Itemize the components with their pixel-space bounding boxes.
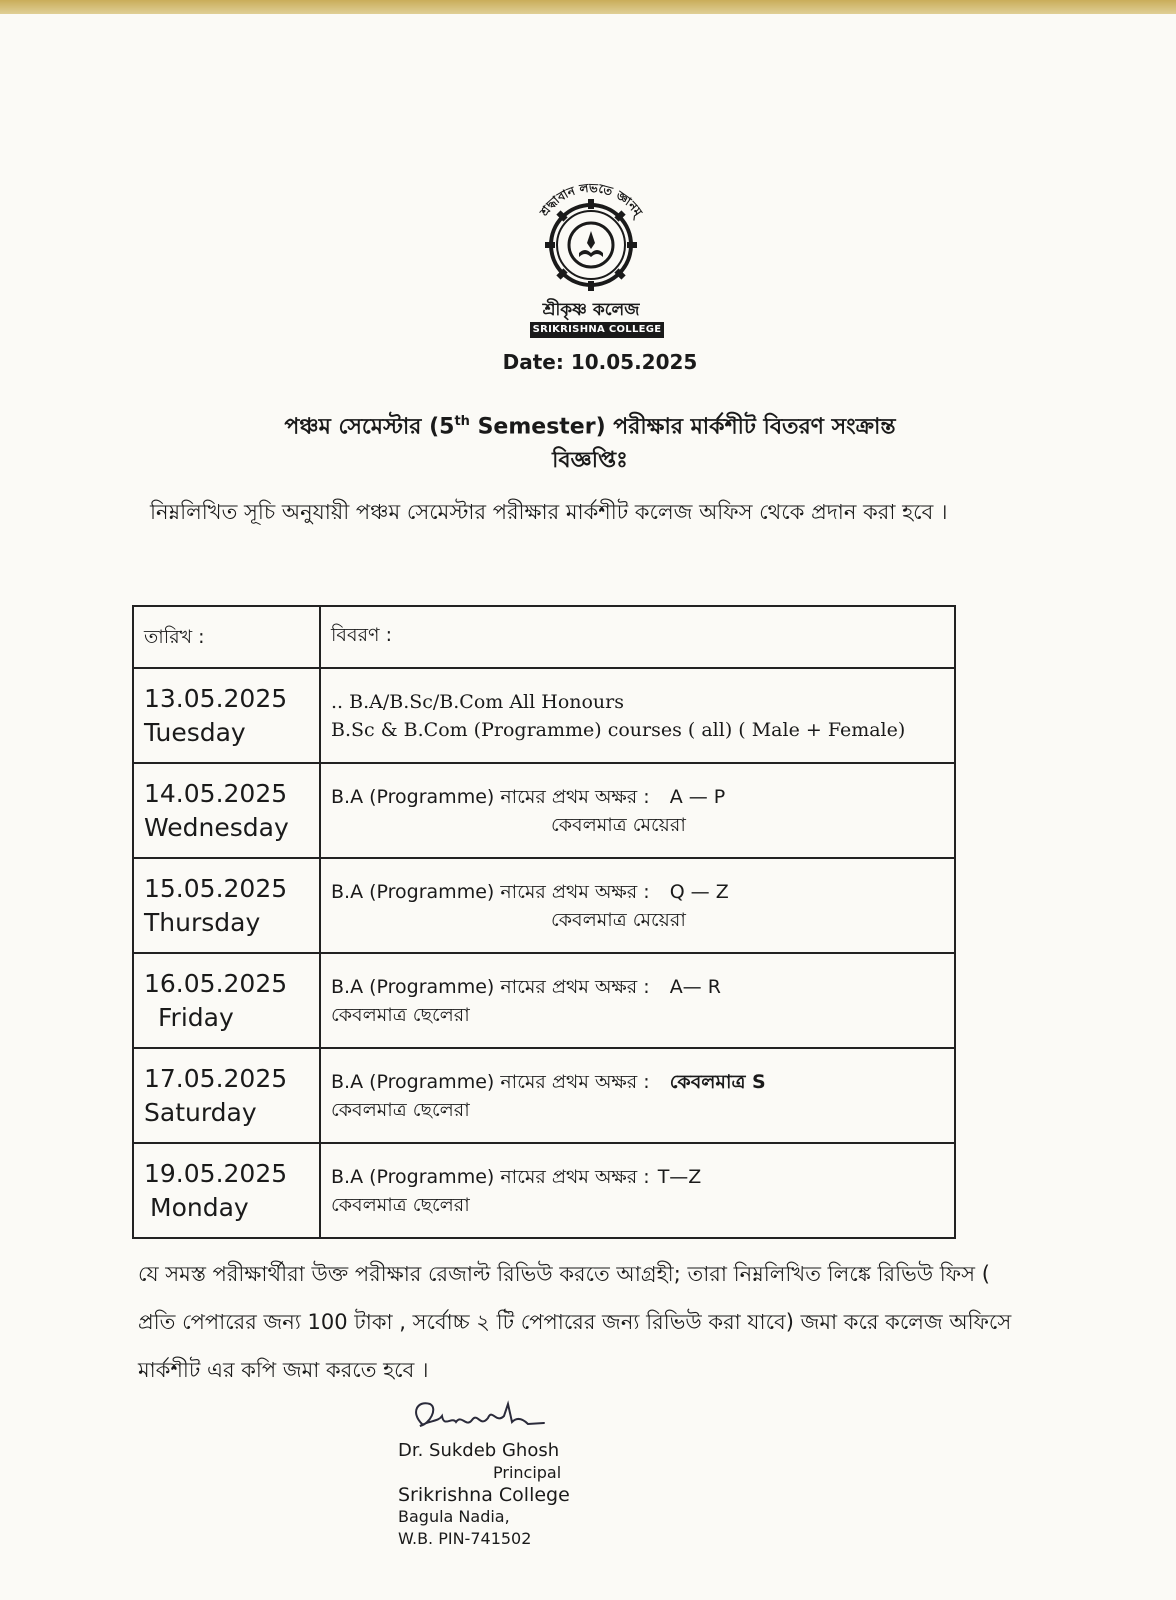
row-description bbox=[320, 1143, 955, 1238]
row-date: 16.05.2025 bbox=[144, 968, 288, 998]
row-description bbox=[320, 858, 955, 953]
signatory-college: Srikrishna College bbox=[398, 1484, 570, 1506]
notice-date: Date: 10.05.2025 bbox=[502, 350, 698, 374]
row-date: 17.05.2025 bbox=[144, 1063, 288, 1093]
table-header-row bbox=[133, 606, 955, 668]
row-date-cell bbox=[133, 858, 320, 953]
intro-paragraph: নিম্নলিখিত সূচি অনুযায়ী পঞ্চম সেমেস্টার পরীক্ষার মার্কশীট কলেজ অফিস থেকে প্রদান করা হবে । bbox=[150, 500, 948, 524]
review-instructions: যে সমস্ত পরীক্ষার্থীরা উক্ত পরীক্ষার রেজাল্ট রিভিউ করতে আগ্রহী; তারা নিম্নলিখিত লিঙ্কে রিভিউ ফিস ( প্রতি পেপারের জন্য 100 টাকা , সর্বোচ্চ ২ টি পেপারের জন্য রিভিউ করা যাবে) জমা করে কলেজ অফিসে মার্কশীট এর কপি জমা করতে হবে । bbox=[138, 1262, 1012, 1382]
header-date: তারিখ : bbox=[133, 606, 320, 668]
row-date: 13.05.2025 bbox=[144, 683, 288, 713]
row-date-cell bbox=[133, 668, 320, 763]
row-desc-line1: B.A (Programme) নামের প্রথম অক্ষর : A — P bbox=[331, 785, 726, 808]
row-desc-line2: B.Sc & B.Com (Programme) courses ( all) ( Male + Female) bbox=[331, 718, 906, 741]
notice-heading bbox=[150, 405, 1030, 478]
heading-line-2: বিজ্ঞপ্তিঃ bbox=[552, 448, 628, 474]
row-desc-line1: B.A (Programme) নামের প্রথম অক্ষর : T—Z bbox=[331, 1165, 702, 1188]
letter-range: A— R bbox=[669, 975, 721, 998]
row-desc-line1: B.A (Programme) নামের প্রথম অক্ষর : কেবলমাত্র S bbox=[331, 1070, 766, 1093]
table-row bbox=[133, 763, 955, 858]
college-name-bengali: শ্রীকৃষ্ণ কলেজ bbox=[542, 300, 640, 320]
principal-signature bbox=[408, 1394, 548, 1440]
row-description bbox=[320, 668, 955, 763]
letter-range: A — P bbox=[669, 785, 726, 808]
row-date-cell bbox=[133, 763, 320, 858]
row-date: 15.05.2025 bbox=[144, 873, 288, 903]
row-date: 19.05.2025 bbox=[144, 1158, 288, 1188]
header-description: বিবরণ : bbox=[320, 606, 955, 668]
row-desc-line2: কেবলমাত্র ছেলেরা bbox=[331, 1193, 470, 1216]
row-desc-line1: B.A (Programme) নামের প্রথম অক্ষর : Q — Z bbox=[331, 880, 729, 903]
signatory-title: Principal bbox=[493, 1463, 562, 1482]
row-date-cell bbox=[133, 953, 320, 1048]
row-desc-line2: কেবলমাত্র মেয়েরা bbox=[551, 908, 686, 931]
table-row bbox=[133, 858, 955, 953]
row-day: Wednesday bbox=[144, 812, 289, 842]
row-day: Tuesday bbox=[144, 717, 246, 747]
row-description bbox=[320, 1048, 955, 1143]
letter-range: Q — Z bbox=[669, 880, 729, 903]
row-day: Friday bbox=[158, 1002, 234, 1032]
svg-text:শ্রদ্ধাবান লভতে জ্ঞানম্: শ্রদ্ধাবান লভতে জ্ঞানম্ bbox=[537, 180, 646, 219]
table-row bbox=[133, 953, 955, 1048]
row-description bbox=[320, 953, 955, 1048]
signatory-name: Dr. Sukdeb Ghosh bbox=[398, 1440, 560, 1461]
row-date-cell bbox=[133, 1048, 320, 1143]
distribution-schedule-table bbox=[132, 605, 956, 1239]
heading-line-1: পঞ্চম সেমেস্টার (5th Semester) পরীক্ষার মার্কশীট বিতরণ সংক্রান্ত bbox=[284, 414, 896, 440]
row-desc-line2: কেবলমাত্র ছেলেরা bbox=[331, 1098, 470, 1121]
signatory-block bbox=[398, 1440, 598, 1550]
row-day: Saturday bbox=[144, 1097, 257, 1127]
row-description bbox=[320, 763, 955, 858]
table-row bbox=[133, 668, 955, 763]
row-date-cell bbox=[133, 1143, 320, 1238]
letter-range: T—Z bbox=[657, 1165, 702, 1188]
row-day: Monday bbox=[150, 1192, 249, 1222]
row-desc-line1: B.A (Programme) নামের প্রথম অক্ষর : A— R bbox=[331, 975, 721, 998]
row-desc-line1: .. B.A/B.Sc/B.Com All Honours bbox=[331, 690, 625, 713]
table-row bbox=[133, 1048, 955, 1143]
row-desc-line2: কেবলমাত্র ছেলেরা bbox=[331, 1003, 470, 1026]
row-date: 14.05.2025 bbox=[144, 778, 288, 808]
row-desc-line2: কেবলমাত্র মেয়েরা bbox=[551, 813, 686, 836]
signatory-address-line1: Bagula Nadia, bbox=[398, 1507, 510, 1526]
table-row bbox=[133, 1143, 955, 1238]
college-name-english: SRIKRISHNA COLLEGE bbox=[530, 322, 664, 338]
row-day: Thursday bbox=[144, 907, 261, 937]
letter-range: কেবলমাত্র S bbox=[669, 1070, 766, 1093]
signatory-address-line2: W.B. PIN-741502 bbox=[398, 1529, 532, 1548]
